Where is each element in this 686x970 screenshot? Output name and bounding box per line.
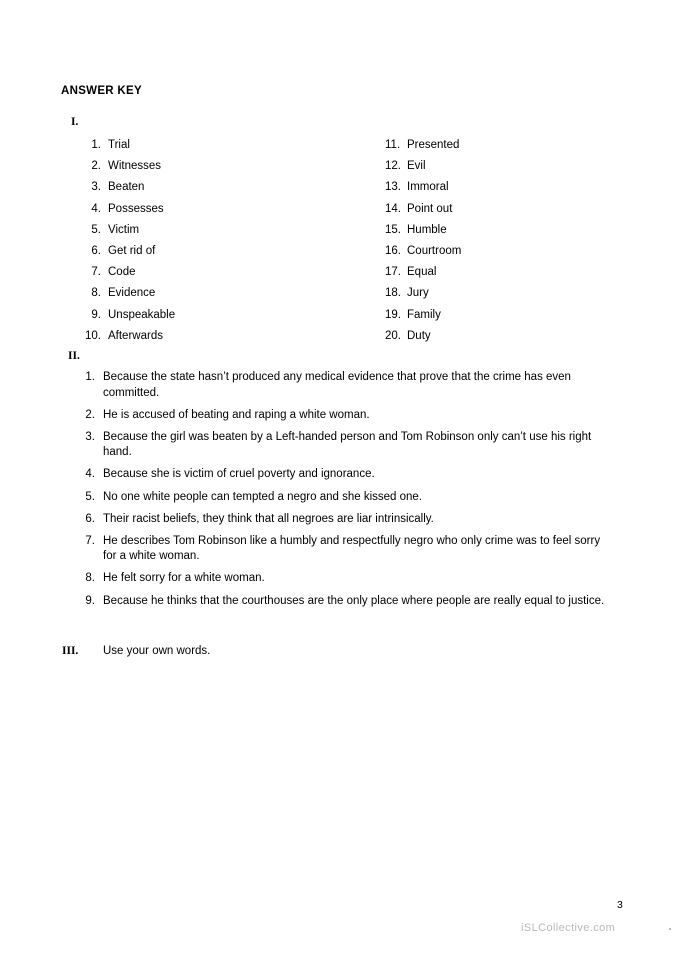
answer-left-item-number: 9. — [91, 308, 101, 321]
answer-right-item-number: 19. — [385, 308, 401, 321]
answer-two-item-number: 5. — [85, 490, 95, 503]
answer-right-item-text: Point out — [407, 202, 453, 215]
answer-right-item-number: 18. — [385, 287, 401, 300]
answer-two-item-number: 7. — [85, 534, 95, 547]
section-three-text: Use your own words. — [103, 645, 211, 657]
answer-right-item-text: Evil — [407, 160, 426, 173]
answer-two-item — [78, 594, 613, 610]
answer-two-item-text: No one white people can tempted a negro and she kissed one. — [103, 490, 423, 503]
answer-right-item-number: 14. — [385, 202, 401, 215]
answer-right-item-text: Family — [407, 308, 441, 321]
answer-right-item-number: 17. — [385, 266, 401, 279]
answer-left-item — [84, 329, 324, 343]
answer-two-item — [78, 490, 613, 506]
answer-right-item — [385, 180, 625, 194]
answer-right-item-number: 12. — [385, 160, 401, 173]
answer-two-item — [78, 534, 613, 565]
answer-left-item — [84, 286, 324, 300]
answer-left-item-number: 8. — [91, 287, 101, 300]
answer-right-item — [385, 265, 625, 279]
answer-two-item-number: 4. — [85, 468, 95, 481]
answer-left-item-text: Evidence — [108, 287, 156, 300]
answer-two-item-number: 9. — [85, 594, 95, 607]
answer-two-item-text: He felt sorry for a white woman. — [103, 572, 265, 585]
answer-two-item-text: Because the girl was beaten by a Left-handed person and Tom Robinson only can’t use his right hand. — [103, 430, 592, 459]
answer-right-item — [385, 223, 625, 237]
answer-right-item-number: 16. — [385, 244, 401, 257]
answer-left-item — [84, 159, 324, 173]
answer-right-item-text: Humble — [407, 223, 447, 236]
answer-left-item-text: Witnesses — [108, 160, 162, 173]
answer-left-item-number: 6. — [91, 244, 101, 257]
section-label-one: I. — [71, 116, 79, 128]
answer-two-item — [78, 512, 613, 528]
answer-right-item-text: Presented — [407, 139, 460, 151]
answer-left-item-number: 4. — [91, 202, 101, 215]
answers-column-right — [385, 138, 625, 350]
section-label-two: II. — [68, 350, 80, 362]
answer-left-item — [84, 180, 324, 194]
answer-two-item-text: Because he thinks that the courthouses are the only place where people are really equal to justice. — [103, 594, 605, 607]
answer-two-item-text: Their racist beliefs, they think that all negroes are liar intrinsically. — [103, 512, 434, 525]
answer-two-item-number: 8. — [85, 572, 95, 585]
answer-two-item-text: Because she is victim of cruel poverty and ignorance. — [103, 468, 375, 481]
answer-right-item-text: Duty — [407, 329, 431, 342]
section-label-three: III. — [62, 645, 79, 657]
answer-right-item — [385, 138, 625, 152]
answer-right-item-text: Courtroom — [407, 244, 462, 257]
answer-left-item-text: Trial — [108, 139, 130, 151]
answer-left-item-text: Beaten — [108, 181, 145, 194]
answer-right-item-number: 13. — [385, 181, 401, 194]
answer-left-item — [84, 308, 324, 322]
answer-left-item — [84, 138, 324, 152]
answer-right-item-text: Equal — [407, 266, 437, 279]
answer-two-item-text: He is accused of beating and raping a white woman. — [103, 408, 370, 421]
answer-two-item — [78, 370, 613, 401]
answer-two-item — [78, 467, 613, 483]
answer-two-item — [78, 571, 613, 587]
answer-left-item-text: Possesses — [108, 202, 164, 215]
answer-two-item-text: He describes Tom Robinson like a humbly and respectfully negro who only crime was to feel sorry for a white woman. — [103, 534, 601, 563]
answer-left-item — [84, 265, 324, 279]
answer-right-item — [385, 159, 625, 173]
page-title: ANSWER KEY — [61, 85, 142, 97]
answer-left-item-text: Victim — [108, 223, 140, 236]
answer-right-item-number: 20. — [385, 329, 401, 342]
answer-right-item — [385, 308, 625, 322]
answer-left-item — [84, 244, 324, 258]
watermark: iSLCollective.com — [521, 922, 616, 934]
answer-two-item — [78, 430, 613, 461]
answer-right-item — [385, 244, 625, 258]
answer-left-item-text: Get rid of — [108, 244, 156, 257]
answer-left-item-text: Unspeakable — [108, 308, 176, 321]
answer-two-item-text: Because the state hasn’t produced any medical evidence that prove that the crime has even committed. — [103, 371, 571, 399]
answers-section-two — [78, 370, 613, 616]
answer-two-item — [78, 408, 613, 424]
answer-right-item — [385, 202, 625, 216]
answer-right-item-number: 15. — [385, 223, 401, 236]
answer-left-item-number: 1. — [91, 139, 101, 151]
answer-left-item-number: 3. — [91, 181, 101, 194]
answer-right-item-number: 11. — [385, 139, 401, 151]
answer-left-item-number: 5. — [91, 223, 101, 236]
answer-two-item-number: 3. — [85, 430, 95, 443]
answer-right-item-text: Jury — [407, 287, 429, 300]
page-number: 3 — [617, 899, 623, 911]
answer-right-item-text: Immoral — [407, 181, 449, 194]
answer-left-item-number: 2. — [91, 160, 101, 173]
answer-left-item — [84, 202, 324, 216]
answer-two-item-number: 2. — [85, 408, 95, 421]
answer-left-item-number: 10. — [85, 329, 101, 342]
answer-two-item-number: 1. — [85, 371, 95, 383]
answer-right-item — [385, 286, 625, 300]
answer-left-item-text: Afterwards — [108, 329, 163, 342]
answer-left-item-text: Code — [108, 266, 136, 279]
answer-left-item — [84, 223, 324, 237]
answer-two-item-number: 6. — [85, 512, 95, 525]
answer-left-item-number: 7. — [91, 266, 101, 279]
answers-column-left — [84, 138, 324, 350]
corner-dot — [669, 928, 671, 930]
answer-right-item — [385, 329, 625, 343]
